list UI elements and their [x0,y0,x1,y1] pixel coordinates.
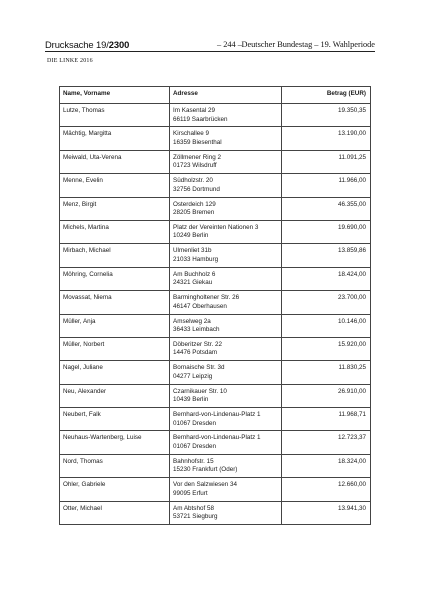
cell-amount [282,291,371,314]
address-street: Döberitzer Str. 22 [173,340,222,348]
cell-amount [282,431,371,454]
cell-amount [282,244,371,267]
amount-value: 15.920,00 [337,340,366,348]
table-row [60,150,371,173]
cell-address [170,454,282,477]
cell-amount [282,501,371,524]
cell-address [170,197,282,220]
table-header-row [60,87,371,104]
cell-address [170,501,282,524]
address-city: 10439 Berlin [173,396,209,404]
donor-name: Meiwald, Uta-Verena [63,153,122,161]
amount-value: 19.690,00 [337,223,366,231]
donor-name: Otter, Michael [63,504,102,512]
cell-amount [282,197,371,220]
table-row [60,267,371,290]
cell-name [60,501,170,524]
cell-name [60,478,170,501]
donor-name: Menz, Birgit [63,200,97,208]
table-row [60,197,371,220]
donor-name: Möhring, Cornelia [63,270,113,278]
donor-name: Ohler, Gabriele [63,481,106,489]
address-city: 28205 Bremen [173,209,215,217]
cell-address [170,478,282,501]
address-street: Bornaische Str. 3d [173,364,225,372]
address-city: 36433 Leimbach [173,326,220,334]
address-city: 04277 Leipzig [173,372,213,380]
cell-address [170,127,282,150]
address-city: 46147 Oberhausen [173,302,227,310]
table-row [60,361,371,384]
cell-name [60,454,170,477]
donor-name: Michels, Martina [63,223,109,231]
cell-address [170,337,282,360]
cell-address [170,150,282,173]
table-row [60,314,371,337]
cell-name [60,244,170,267]
donor-name: Müller, Anja [63,317,96,325]
cell-name [60,337,170,360]
address-street: Czarnikauer Str. 10 [173,387,227,395]
cell-address [170,384,282,407]
table-row [60,291,371,314]
cell-address [170,431,282,454]
cell-address [170,104,282,127]
address-city: 15230 Frankfurt (Oder) [173,466,238,474]
address-street: Bernhard-von-Lindenau-Platz 1 [173,434,261,442]
cell-name [60,314,170,337]
table-row [60,104,371,127]
cell-name [60,291,170,314]
amount-value: 46.355,00 [337,200,366,208]
address-city: 01067 Dresden [173,442,217,450]
cell-address [170,174,282,197]
address-city: 66119 Saarbrücken [173,115,228,123]
table-row [60,478,371,501]
address-city: 32756 Dortmund [173,185,220,193]
address-street: Vor den Salzwiesen 34 [173,481,238,489]
cell-name [60,431,170,454]
address-street: Bernhard-von-Lindenau-Platz 1 [173,411,261,419]
amount-value: 11.966,00 [338,177,366,185]
table-row [60,337,371,360]
amount-value: 12.723,37 [337,434,366,442]
cell-name [60,150,170,173]
address-street: Kirschallee 9 [173,130,210,138]
amount-value: 11.968,71 [338,411,366,419]
address-street: Barmingholtener Str. 26 [173,294,240,302]
cell-address [170,291,282,314]
address-street: Ulmenliet 31b [173,247,212,255]
address-street: Am Buchholz 6 [173,270,216,278]
amount-value: 12.660,00 [337,481,366,489]
address-city: 10249 Berlin [173,232,209,240]
table-row [60,431,371,454]
cell-name [60,104,170,127]
cell-name [60,197,170,220]
cell-address [170,408,282,431]
page-header [45,38,375,52]
cell-amount [282,478,371,501]
amount-value: 11.830,25 [338,364,366,372]
header-rule [45,51,375,52]
cell-amount [282,384,371,407]
publisher: Deutscher Bundestag – 19. Wahlperiode [241,40,375,49]
cell-name [60,220,170,243]
cell-address [170,244,282,267]
address-street: Am Abtshof 58 [173,504,214,512]
address-city: 01067 Dresden [173,419,217,427]
donor-name: Lutze, Thomas [63,107,105,114]
table-row [60,384,371,407]
address-city: 16359 Biesenthal [173,138,222,146]
amount-value: 13.941,30 [337,504,366,512]
address-street: Bahnhofstr. 15 [173,457,214,465]
amount-value: 10.146,00 [337,317,366,325]
table-row [60,408,371,431]
donor-name: Mirbach, Michael [63,247,111,255]
table-row [60,220,371,243]
cell-name [60,408,170,431]
column-header-name: Name, Vorname [60,87,170,104]
cell-name [60,361,170,384]
amount-value: 13.859,86 [337,247,366,255]
address-street: Platz der Vereinten Nationen 3 [173,223,259,231]
donor-name: Neuhaus-Wartenberg, Luise [63,434,142,442]
donor-name: Nagel, Juliane [63,364,103,372]
donor-name: Neu, Alexander [63,387,107,395]
column-header-amount: Betrag (EUR) [282,87,371,104]
address-city: 21033 Hamburg [173,255,219,263]
donor-name: Mächtig, Margitta [63,130,112,138]
cell-amount [282,314,371,337]
donor-name: Nord, Thomas [63,457,103,465]
amount-value: 18.424,00 [337,270,366,278]
column-header-address: Adresse [170,87,282,104]
donor-name: Menne, Evelin [63,177,103,185]
donor-name: Neubert, Falk [63,411,101,419]
table-row [60,501,371,524]
address-city: 01723 Wilsdruff [173,162,217,170]
table-row [60,244,371,267]
address-street: Im Kasental 29 [173,107,216,114]
cell-amount [282,174,371,197]
address-city: 14476 Potsdam [173,349,218,357]
cell-amount [282,127,371,150]
donor-name: Müller, Norbert [63,340,105,348]
amount-value: 13.190,00 [337,130,366,138]
cell-amount [282,337,371,360]
cell-address [170,267,282,290]
donations-table [59,86,371,525]
amount-value: 26.910,00 [337,387,366,395]
address-street: Osterdeich 129 [173,200,216,208]
cell-amount [282,150,371,173]
cell-amount [282,408,371,431]
address-city: 99095 Erfurt [173,489,208,497]
cell-address [170,361,282,384]
table-row [60,127,371,150]
cell-name [60,384,170,407]
document-prefix: Drucksache 19/ [45,39,109,50]
page-number: – 244 – [217,40,242,49]
cell-name [60,267,170,290]
address-street: Südholzstr. 20 [173,177,213,185]
cell-name [60,127,170,150]
address-street: Zöllmener Ring 2 [173,153,221,161]
cell-amount [282,104,371,127]
amount-value: 11.091,25 [338,153,366,161]
document-number-value: 2300 [108,39,130,50]
amount-value: 19.350,35 [337,107,366,114]
donor-name: Movassat, Niema [63,294,112,302]
cell-amount [282,220,371,243]
cell-amount [282,361,371,384]
table-row [60,454,371,477]
cell-address [170,220,282,243]
amount-value: 23.700,00 [337,294,366,302]
cell-name [60,174,170,197]
amount-value: 18.324,00 [337,457,366,465]
address-city: 53721 Siegburg [173,513,218,521]
cell-address [170,314,282,337]
cell-amount [282,267,371,290]
address-city: 24321 Giekau [173,279,213,287]
cell-amount [282,454,371,477]
table-row [60,174,371,197]
party-year-label: DIE LINKE 2016 [47,58,93,64]
address-street: Amselweg 2a [173,317,211,325]
